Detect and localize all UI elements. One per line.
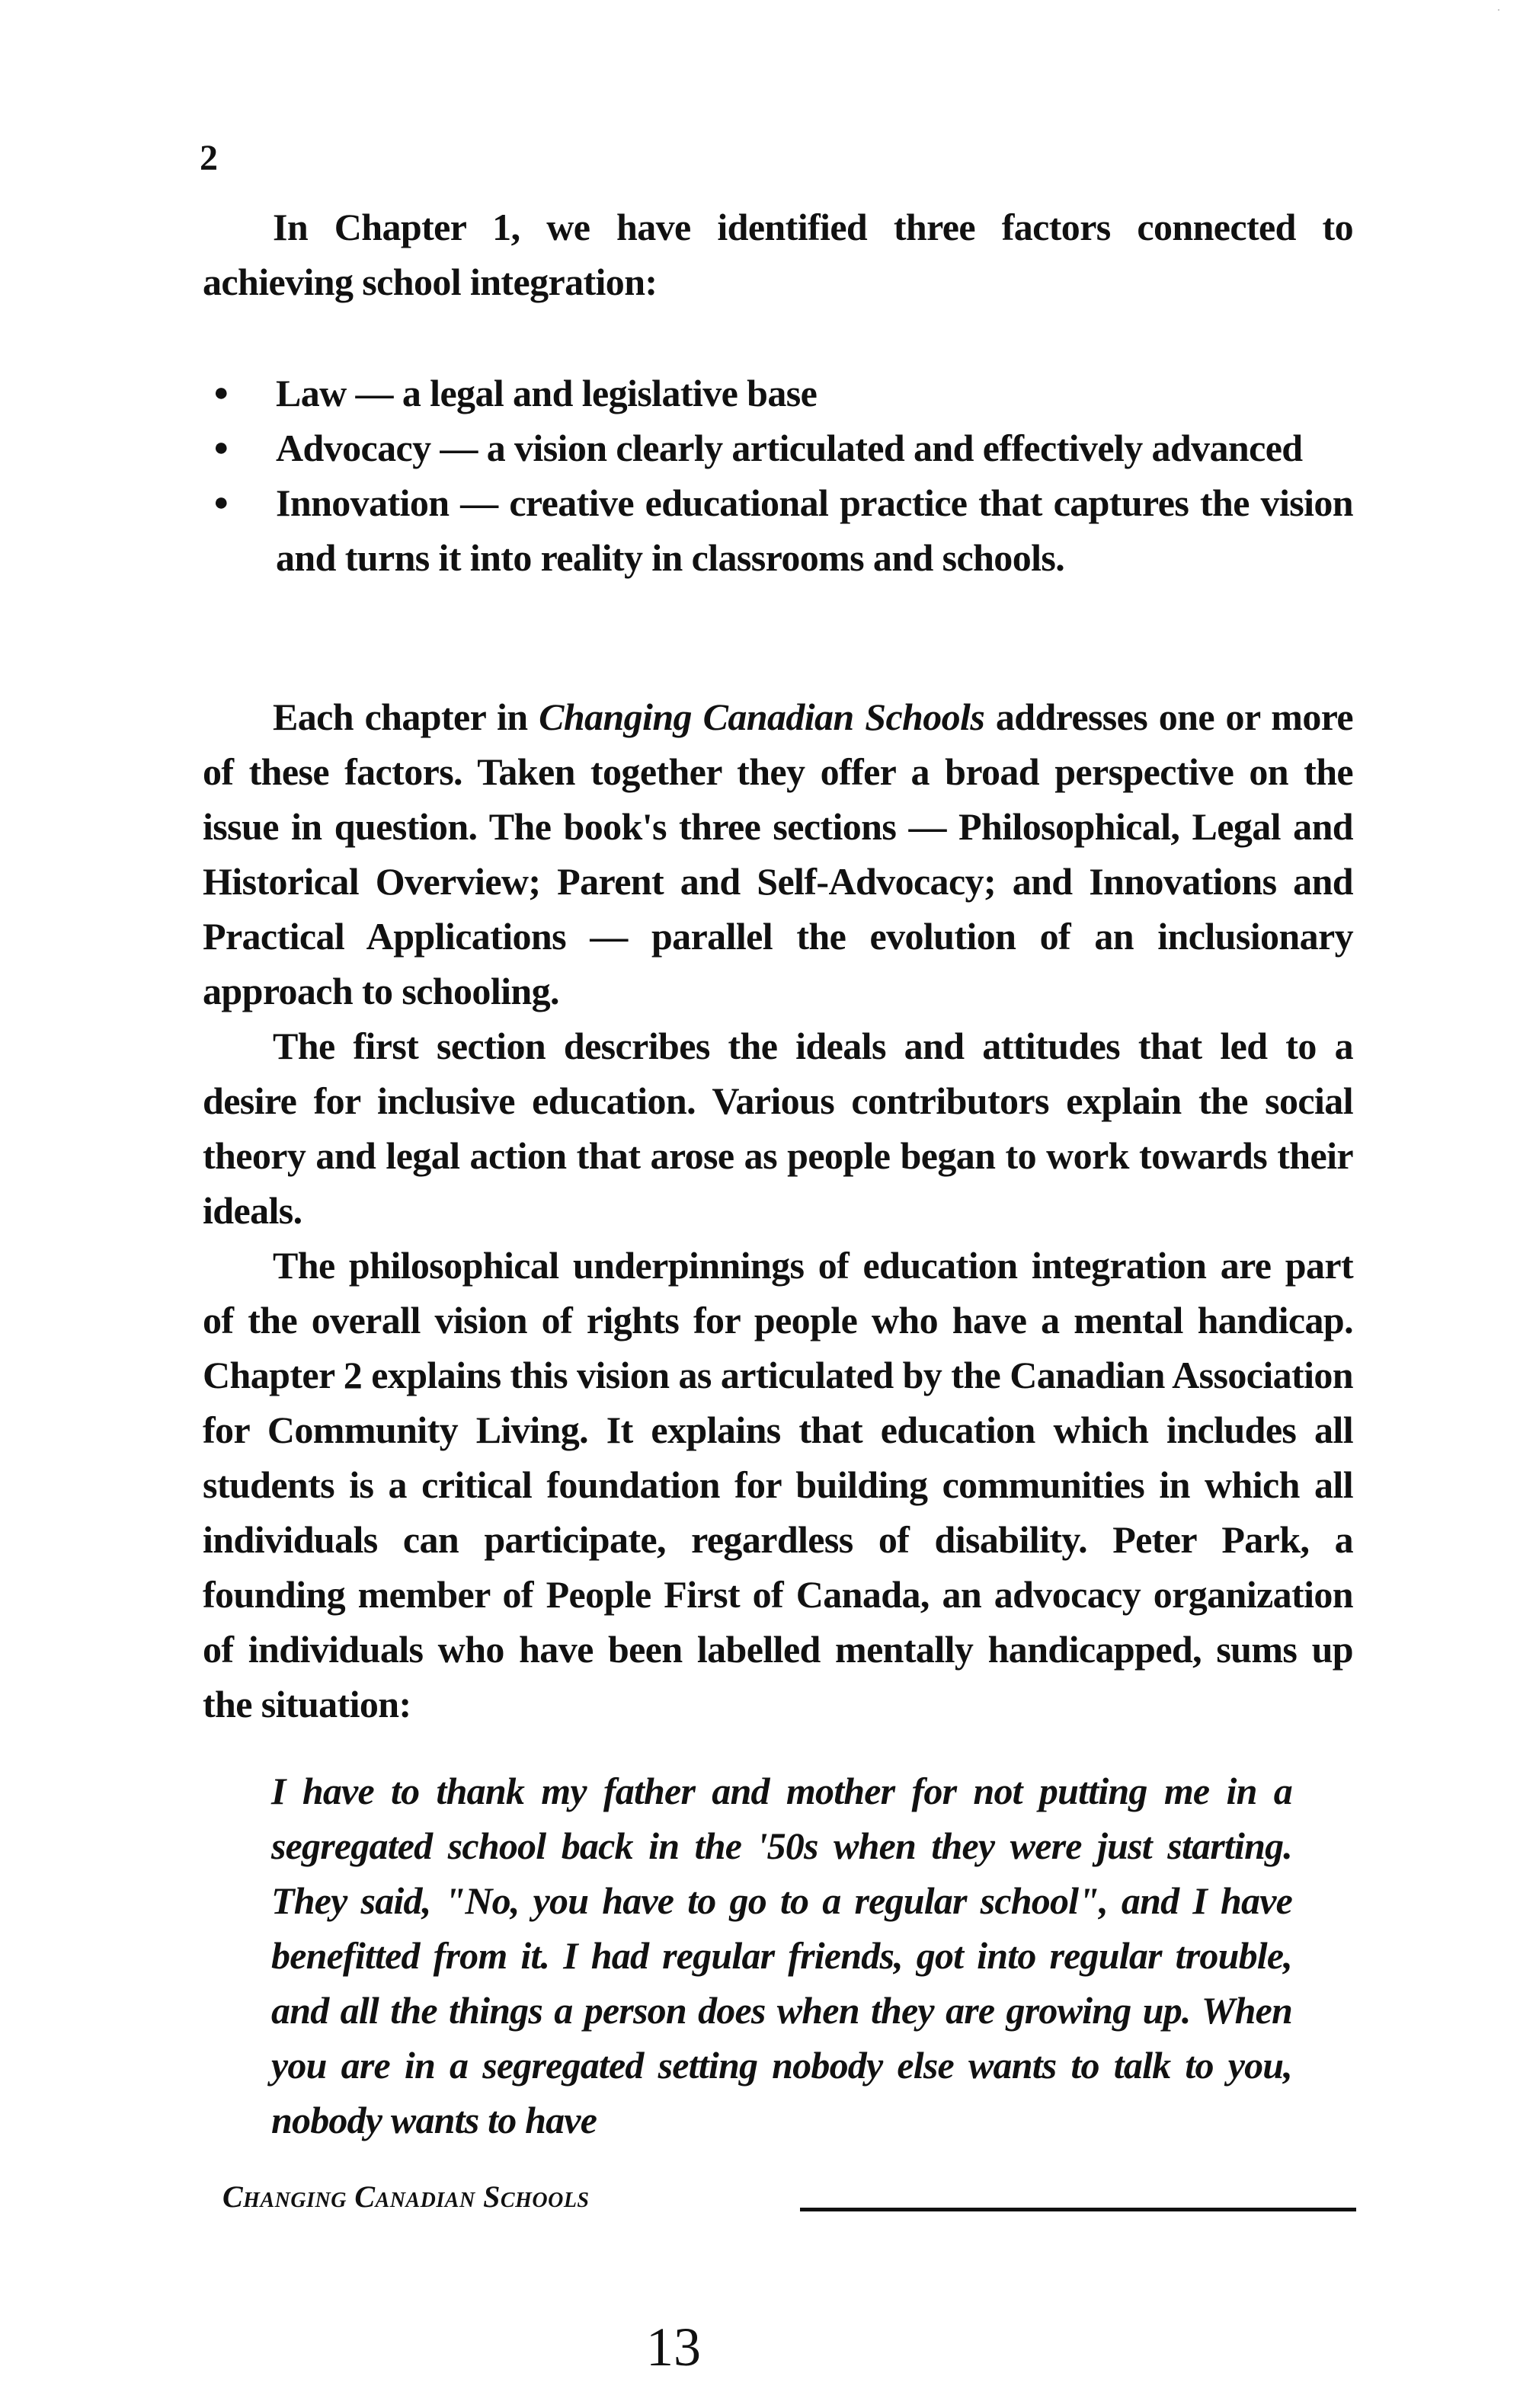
list-item xyxy=(203,421,1353,475)
page-number: 2 xyxy=(200,138,218,178)
footer-rule xyxy=(800,2208,1356,2211)
list-item xyxy=(203,366,1353,421)
factor-law: Law — a legal and legislative base xyxy=(276,372,818,414)
paragraph-text: Each chapter in xyxy=(273,696,539,738)
paragraph-text: addresses one or more of these factors. Taken together they offer a broad perspective on the issue in question. The book's three sections — Philosophical, Legal and Historical Overview; Parent and Self-Advocacy; and Innovations and Practical Applications — parallel the evolution of an inclusionary approach to schooling. xyxy=(203,696,1354,1012)
scan-speck-icon: · xyxy=(1496,2,1501,18)
block-quote: I have to thank my father and mother for not putting me in a segregated school back in the '50s when they were just starting. They said, "No, you have to go to a regular school", and I have benefitted from it. I had regular friends, got into regular trouble, and all the things a person does when they are growing up. When you are in a segregated setting nobody else wants to talk to you, nobody wants to have xyxy=(271,1770,1292,2141)
running-footer-title: Changing Canadian Schools xyxy=(222,2179,590,2214)
factor-innovation: Innovation — creative educational practice that captures the vision and turns it into reality in classrooms and schools. xyxy=(276,481,1353,579)
list-item xyxy=(203,475,1353,585)
factor-list xyxy=(203,366,1353,585)
paragraph-first-section: The first section describes the ideals and attitudes that led to a desire for inclusive education. Various contributors explain the social theory and legal action that arose as people began to work towards their ideals. xyxy=(203,1025,1353,1232)
paragraph-chapter-overview xyxy=(203,689,1353,1019)
bullet-icon: ● xyxy=(213,379,229,407)
bullet-icon: ● xyxy=(213,433,229,462)
intro-paragraph: In Chapter 1, we have identified three factors connected to achieving school integration: xyxy=(203,206,1353,303)
paragraph-philosophical-underpinnings: The philosophical underpinnings of education integration are part of the overall vision of rights for people who have a mental handicap. Chapter 2 explains this vision as articulated by the Canadian Association for Community Living. It explains that education which includes all students is a critical foundation for building communities in which all individuals can participate, regardless of disability. Peter Park, a founding member of People First of Canada, an advocacy organization of individuals who have been labelled mentally handicapped, sums up the situation: xyxy=(203,1244,1353,1725)
folio-number: 13 xyxy=(646,2317,701,2378)
bullet-icon: ● xyxy=(213,488,229,516)
factor-advocacy: Advocacy — a vision clearly articulated and effectively advanced xyxy=(276,427,1303,469)
body-text xyxy=(203,689,1353,1732)
book-title: Changing Canadian Schools xyxy=(539,696,985,738)
